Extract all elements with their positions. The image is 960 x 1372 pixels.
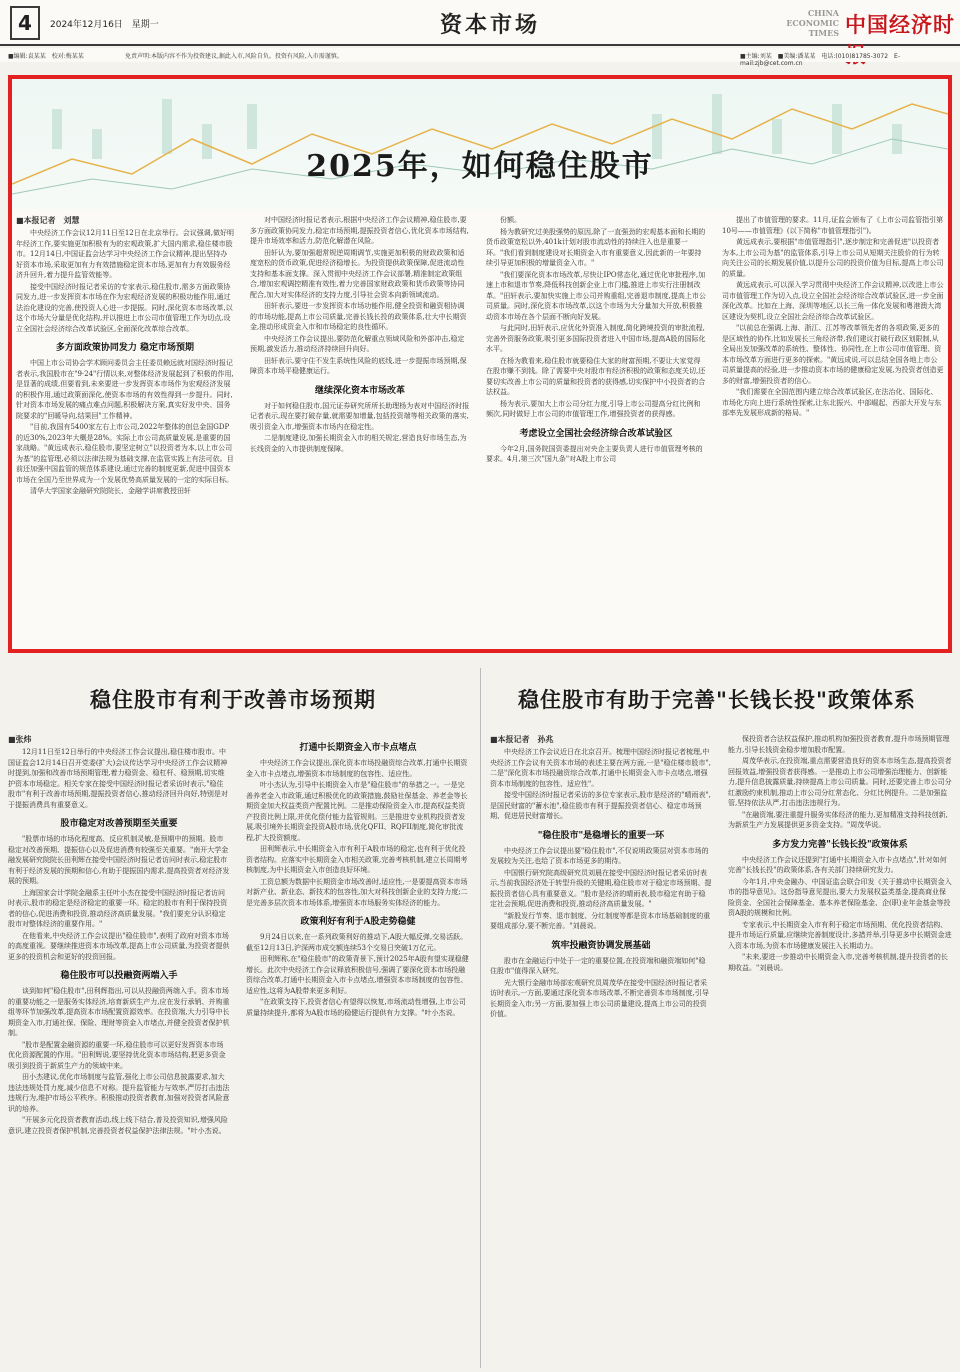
feature-column-2 [250, 215, 470, 641]
subheading: "稳住股市"是稳增长的重要一环 [537, 830, 665, 841]
paragraph: "目前,我国有5400家左右上市公司,2022年整体的创总金国GDP的近30%,2023年大概是28%。实际上市公司高质量发展,是重要的国家战略。"黄远成表示,稳住股市,要坚定树立"以投资者为本,以上市公司为基"的监管理,必须以法律法规为基础支撑,在监管实践上有法可依。目前还加强中国监管的规范体系建设,通过完善的制度更新,促进中国资本市场在全国乃至世界成为一个发展优势高质量发展的一定的实际目标。 [16, 423, 234, 484]
paragraph: 今年1月,中央金融办、中国证监会联合印发《关于推动中长期资金入市的指导意见》。这份指导意见提出,要大力发展权益类基金,提高商业保险资金、全国社会保障基金、基本养老保险基金、企(职)业年金基金等投资A股的规模和比例。 [728, 877, 952, 917]
paragraph: 工资总额为数据中长期资金市场改善时,适应性,一是要提高资本市场对新产业、新业态、新技术的包容性,加大对科技创新企业的支持力度;二是完善多层次资本市场体系,增强资本市场服务实体经济的能力。 [246, 877, 468, 907]
column-divider [480, 668, 481, 1368]
page-masthead [0, 0, 960, 46]
paragraph: 今年2月,国务院国资委提出对央企主要负责人进行市值管理考核的要求。4月,第三次"国九条"对A股上市公司 [486, 444, 703, 463]
paragraph: 接受中国经济时报记者采访的多位专家表示,股市是经济的"晴雨表",是国民财富的"蓄水池",稳住股市有利于提振投资者信心、稳定市场预期、促进居民财富增长。 [490, 791, 711, 820]
paragraph: 叶小杰认为,引导中长期资金入市是"稳住股市"的举措之一。一是完善养老金入市政策,通过积极优化的政策措施,鼓励社保基金、养老金等长期资金加大权益类资产配置比例。二是推动保险资金入市,提高权益类资产投资比例上限,并优化偿付能力监管规则。三是推进专业机构投资者发展,吸引境外长期资金投资A股市场,优化QFII、RQFII制度,简化审批流程,扩大投资额度。 [246, 781, 468, 842]
right-article-headline: 稳住股市有助于完善"长钱长投"政策体系 [518, 687, 916, 712]
subheading: 稳住股市可以投融资两端入手 [60, 971, 178, 981]
paragraph: 12月11日至12日举行的中央经济工作会议提出,稳住楼市股市。中国证监会12月14日召开党委(扩大)会议传达学习中央经济工作会议精神时提到,加强和改善市场预期管理,着力稳资金、稳杠杆、稳预期,切实维护资本市场稳定。相关专家在接受中国经济时报记者采访时表示,"稳住股市"有利于改善市场预期,提振投资者信心,推动经济回升向好,特别是对于提振消费具有重要意义。 [8, 748, 228, 809]
paragraph: 田轩认为,要加强超常规逆周期调节,实施更加积极的财政政策和适度宽松的货币政策,促进经济稳增长。为投资提供政策保障,促进流动性支持和基本面支撑。深入贯彻中央经济工作会议部署,精准制定政策组合,增加宏观调控精准有效性,着力完善国家财政政策和货币政策等协同配合,加大对实体经济的支持力度,引导社会资本向新领域流动。 [250, 248, 465, 299]
left-article-headline: 稳住股市有利于改善市场预期 [90, 687, 376, 712]
paragraph: 黄远成表示,可以深入学习贯彻中央经济工作会议精神,以改进上市公司市值管理工作为切入点,设立全国社会经济综合改革试验区,进一步全面深化改革。比如在上海、深圳等地区,以长三角一体化发展和粤港澳大湾区建设为契机,设立全国社会经济综合改革试验区。 [722, 281, 944, 321]
disclaimer: 免责声明:本版内容不作为投资建议,据此入市,风险自负。投资有风险,入市需谨慎。 [125, 53, 343, 60]
feature-column-4 [722, 215, 944, 641]
paragraph: "在融资端,要注重提升服务实体经济的能力,更加精准支持科技创新,为新质生产力发展提供更多资金支持。"周茂华说。 [728, 810, 948, 829]
paragraph: 上海国家会计学院金融系主任叶小杰在接受中国经济时报记者访问时表示,股市的稳定是经济稳定的重要一环。稳定的股市有利于保持投资者的信心,促进消费和投资,推动经济高质量发展。"我们要充分认识稳定股市对整体经济的重要作用。" [8, 888, 228, 928]
english-logo: CHINA ECONOMIC TIMES [786, 8, 839, 38]
paragraph: "我们需要在全国范围内建立综合改革试验区,在法治化、国际化、市场化方向上进行系统性探索,让东北振兴、中部崛起、西部大开发与东部率先发展形成新的格局。" [722, 388, 942, 417]
left-article-column-1 [8, 734, 230, 1364]
editor-credits: ■编辑:袁某某 校对:梅某某 [8, 53, 84, 60]
right-article-column-2 [728, 734, 952, 1364]
paragraph: 二是制度建设,加强长期资金入市的相关规定,营造良好市场生态,为长线资金的入市提供制度保障。 [250, 434, 467, 453]
paragraph: 中央经济工作会议12月11日至12日在北京举行。会议强调,做好明年经济工作,要实施更加积极有为的宏观政策,扩大国内需求,稳住楼市股市。12月14日,中国证监会达学习中央经济工作会议精神,提出坚持办好资本市场,采取更加有力有效措施稳定资本市场,更加有力有效服务经济升回升,着力提升监管效能等。 [16, 229, 234, 279]
paragraph: 份额。 [500, 216, 521, 224]
contact-info: ■主编:刘某 ■美编:潘某某 电话:(010)81785-3072 E-mail:zjb@cet.com.cn [740, 53, 901, 67]
paragraph: "在政策支持下,投资者信心有望得以恢复,市场流动性增强,上市公司质量持续提升,都将为A股市场的稳健运行提供有力支撑。"叶小杰说。 [246, 998, 466, 1017]
subheading: 筑牢投融资协调发展基础 [551, 940, 651, 951]
paragraph: 清华大学国家金融研究院院长、金融学讲席教授田轩 [30, 487, 191, 495]
subheading: 考虑设立全国社会经济综合改革试验区 [519, 428, 673, 439]
paragraph: 中央经济工作会议提出,要防范化解重点领域风险和外部冲击,稳定预期,激发活力,推动经济持续回升向好。 [250, 334, 465, 353]
paragraph: 杨为表示,要加大上市公司分红力度,引导上市公司提高分红比例和频次,同时做好上市公司的市值管理工作,增强投资者的获得感。 [486, 399, 701, 418]
paragraph: 田利辉表示,中长期资金入市有利于A股市场的稳定,也有利于优化投资者结构。应落实中长期资金入市相关政策,完善考核机制,建立长周期考核制度,为中长期资金入市创造良好环境。 [246, 845, 468, 874]
feature-column-3 [486, 215, 706, 641]
paragraph: "我们要深化资本市场改革,尽快让IPO常态化,通过优化审批程序,加速上市和退市节奏,降低科技创新企业上市门槛,推进上市实行注册制改革。"田轩表示,要加快实施上市公司并购重组,完善退市制度,提高上市公司质量。同时,深化资本市场改革,以这个市场为大分量加大开放,积极推动资本市场在各个层面不断向好发展。 [486, 270, 706, 321]
paragraph: 中央经济工作会议提出要"稳住股市",不仅说明政策层对资本市场的发展较为关注,也给了资本市场更多的期待。 [490, 846, 709, 865]
paragraph: "开展多元化投资者教育活动,线上线下结合,普及投资知识,增强风险意识,建立投资者保护机制,完善投资者权益保护法律法规。"叶小杰说。 [8, 1116, 228, 1135]
paragraph: 9月24日以来,在一系列政策利好的推动下,A股大幅反弹,交易活跃。截至12月13日,沪深两市成交额连续53个交易日突破1万亿元。 [246, 933, 468, 952]
byline: ■本报记者 孙兆 [490, 735, 554, 744]
subheading: 继续深化资本市场改革 [314, 385, 405, 396]
paragraph: "股票市场的市场化程度高、反应机制灵敏,是预期中的预期。股市稳定对改善预期、提振信心以及促进消费有较强至关重要。"南开大学金融发展研究院院长田利辉在接受中国经济时报记者访问时表示,稳定股市有利于经济发展的预期和信心,有助于提振国内需求,提高投资者对经济发展的预期。 [8, 835, 230, 885]
feature-article [8, 75, 952, 653]
subheading: 政策利好有利于A股走势稳健 [300, 917, 416, 927]
section-title: 资本市场 [439, 12, 540, 38]
paragraph: 在杨为教看来,稳住股市就要稳住大家的财富预期,不要让大家觉得在股市赚不到钱。除了需要中央对股市有经济积极的政策和态度关切,还要切实改善上市公司的质量和投资者的获得感,切实保护中小投资者的合法权益。 [486, 356, 706, 396]
paragraph: 在他看来,中央经济工作会议提出"稳住股市",表明了政府对资本市场的高度重视。要继续推进资本市场改革,提高上市公司质量,为投资者提供更多的投资机会和更好的投资回报。 [8, 931, 230, 961]
paragraph: "以前总在强调,上海、浙江、江苏等改革领先者的各项政策,更多的是区域性的协作,比如发展长三角经济带,我们建议打破行政区划限制,从全局出发加强改革的系统性、整体性、协同性,在上市公司市值管理、资本市场改革方面进行更多的探索。"黄远成说,可以总结全国各地上市公司质量提高的经验,进一步推动资本市场的健康稳定发展,为投资者创造更多的财富,增强投资者的信心。 [722, 324, 944, 385]
byline: ■张炜 [8, 735, 32, 744]
paragraph: 田小杰建议,优化市场制度与监管,强化上市公司信息披露要求,加大违法违规处罚力度,减少信息不对称。提升监管能力与效率,严厉打击违法违规行为,维护市场公平秩序。积极推动投资者教育,加强对投资者风险意识的培养。 [8, 1073, 230, 1113]
page-number: 4 [10, 6, 40, 40]
paragraph: "未来,要进一步推动中长期资金入市,完善考核机制,提升投资者的长期收益。"刘晨说。 [728, 953, 948, 972]
paragraph: 周茂华表示,在投资端,重点需要营造良好的资本市场生态,提高投资者回报效益,增强投资者获得感。一是推动上市公司增强治理能力、创新能力,提升信息披露质量,持续提高上市公司质量。同时,还要完善上市公司分红激励约束机制,推动上市公司分红常态化、分红比例提升。二是加强监管,坚持依法从严,打击违法违规行为。 [728, 757, 952, 807]
info-bar [0, 48, 960, 67]
subheading: 股市稳定对改善预期至关重要 [60, 819, 178, 829]
paragraph: "新股发行节奏、退市制度、分红制度等都是资本市场基础制度的重要组成部分,要不断完善。"刘晨说。 [490, 911, 711, 930]
paragraph: 接受中国经济时报记者采访的专家表示,稳住股市,需多方面政策协同发力,进一步发挥资本市场在作为宏观经济发展的积极功能作用,通过法治化建设的完善,使投资人心进一步提振。同时,深化资本市场改革,以这个市场大分量是优化结构,并以推进上市公司市值管理工作为切点,设立全国社会经济综合改革试验区,全面深化改革综合改革。 [16, 282, 233, 333]
byline: ■本报记者 刘慧 [16, 216, 80, 225]
paragraph: "股市是配置金融资源的重要一环,稳住股市可以更好发挥资本市场优化资源配置的作用。"田利辉说,要坚持优化资本市场结构,把更多资金吸引到投资于新质生产力的领域中来。 [8, 1040, 226, 1070]
right-article-column-1 [490, 734, 712, 1364]
paragraph: 谈到如何"稳住股市",田利辉指出,可以从投融资两端入手。资本市场的重要功能之一是服务实体经济,培育新质生产力,应在发行承销、并购重组等环节加强改革,提高资本市场配置资源效率。在投资端,大力引导中长期资金入市,打通社保、保险、理财等资金入市堵点,并健全投资者保护机制。 [8, 987, 230, 1037]
paragraph: 中央经济工作会议还提到"打通中长期资金入市卡点堵点",针对如何完善"长钱长投"的政策体系,各有关部门持续研究发力。 [728, 855, 947, 874]
left-article-column-2 [246, 734, 470, 1364]
paragraph: 中央经济工作会议近日在北京召开。梳理中国经济时报记者梳理,中央经济工作会议有关资本市场的表述主要在两方面,一是"稳住楼市股市",二是"深化资本市场投融资综合改革,打通中长期资金入市卡点堵点,增强资本市场制度的包容性、适应性"。 [490, 748, 711, 788]
paragraph: 中国银行研究院高级研究员刘晨在接受中国经济时报记者采访时表示,当前我国经济处于转型升级的关键期,稳住股市对于稳定市场预期、提振投资者信心具有重要意义。"股市是经济的晴雨表,股市稳定有助于稳定社会预期,促进消费和投资,推动经济高质量发展。" [490, 868, 712, 908]
subheading: 多方面政策协同发力 稳定市场预期 [55, 343, 195, 353]
feature-headline: 2025年，如何稳住股市 [306, 149, 654, 184]
paragraph: 中央经济工作会议提出,深化资本市场投融资综合改革,打通中长期资金入市卡点堵点,增强资本市场制度的包容性、适应性。 [246, 759, 468, 778]
paragraph: 提出了市值管理的要求。11月,证监会颁布了《上市公司监管指引第10号——市值管理》(以下简称"市值管理指引")。 [722, 216, 944, 235]
paragraph: 光大银行金融市场部宏观研究员周茂华在接受中国经济时报记者采访时表示,一方面,要通过深化资本市场改革,不断完善资本市场制度,引导长期资金入市;另一方面,要加强上市公司质量建设,提高上市公司的投资价值。 [490, 978, 709, 1018]
paragraph: 保投资者合法权益保护,推动机构加强投资者教育,提升市场预期管理能力,引导长钱资金稳步增加股市配置。 [728, 735, 950, 754]
subheading: 打通中长期资金入市卡点堵点 [299, 743, 417, 753]
paragraph: 杨为教研究过美股强势的原因,除了一直强劲的宏观基本面和长期的货币政策宽松以外,401k计划对股市流动性的持续注入也是重要一环。"我们看到制度建设对长期资金入市有重要意义,因此新的一年要持续引导更加积极的增量资金入市。" [486, 227, 706, 267]
paragraph: 中国上市公司协会学术顾问委员会主任委员赖远就对国经济时报记者表示,我国股市在"9·24"行情以来,对整体经济发展起到了积极的作用,是显著的成绩,但要看到,未来要进一步发挥资本市场作为宏观经济发展的积极作用,通过政策面深化,使资本市场的有效性得到一步提升。同时,针对资本市场发展的痛点难点问题,积极解决方案,真实好发中央、国务院要求的"回暖导向,结果回"工作精神。 [16, 359, 234, 420]
paragraph: 股市在金融运行中处于一定的重要位置,在投资端和融资端如何"稳住股市"值得深入研究。 [490, 956, 706, 975]
paragraph: 对中国经济时报记者表示,根据中央经济工作会议精神,稳住股市,要多方面政策协同发力,稳定市场预期,提振投资者信心,优化资本市场结构,提升市场效率和活力,防范化解潜在风险。 [250, 216, 469, 245]
issue-date: 2024年12月16日 星期一 [50, 20, 159, 30]
paragraph: 田利辉称,在"稳住股市"的政策背景下,预计2025年A股有望实现稳健增长。此次中央经济工作会议释放积极信号,强调了要深化资本市场投融资综合改革,打通中长期资金入市卡点堵点,增强资本市场制度的包容性、适应性,这将为A股带来更多利好。 [246, 955, 469, 995]
paragraph: 田轩表示,要进一步发挥资本市场功能作用,健全投资和融资相协调的市场功能,提高上市公司质量,完善长钱长投的政策体系,壮大中长期资金,推动形成资金入市和市场稳定的良性循环。 [250, 302, 467, 331]
newspaper-logo: 中国经济时 [845, 12, 955, 37]
paragraph: 黄远成表示,要根据"市值管理指引",逐步制定和完善促进"以投资者为本,上市公司为基"的监管体系,引导上市公司从短期关注股价的行为转向关注公司的长期发展价值,以提升公司的投资价值为目标,提高上市公司的质量。 [722, 238, 944, 278]
paragraph: 与此同时,田轩表示,应优化外资准入制度,简化跨境投资的审批流程,完善外资服务政策,吸引更多国际投资者进入中国市场,提高A股的国际化水平。 [486, 324, 706, 353]
subheading: 多方发力完善"长钱长投"政策体系 [772, 839, 908, 850]
paragraph: 对于如何稳住股市,国元证券研究所所长助理杨为表对中国经济时报记者表示,现在要打破存量,就需要加增量,包括投资端等相关政策的落实,吸引资金入市,增强资本市场内在稳定性。 [250, 401, 470, 431]
paragraph: 专家表示,中长期资金入市有利于稳定市场预期、优化投资者结构、提升市场运行质量,应继续完善制度设计,多措并举,引导更多中长期资金进入资本市场,为资本市场健康发展注入长期动力。 [728, 920, 952, 950]
feature-column-1 [16, 215, 234, 641]
feature-banner [12, 79, 948, 209]
paragraph: 田轩表示,要守住不发生系统性风险的底线,进一步提振市场预期,保障资本市场平稳健康运行。 [250, 356, 467, 375]
